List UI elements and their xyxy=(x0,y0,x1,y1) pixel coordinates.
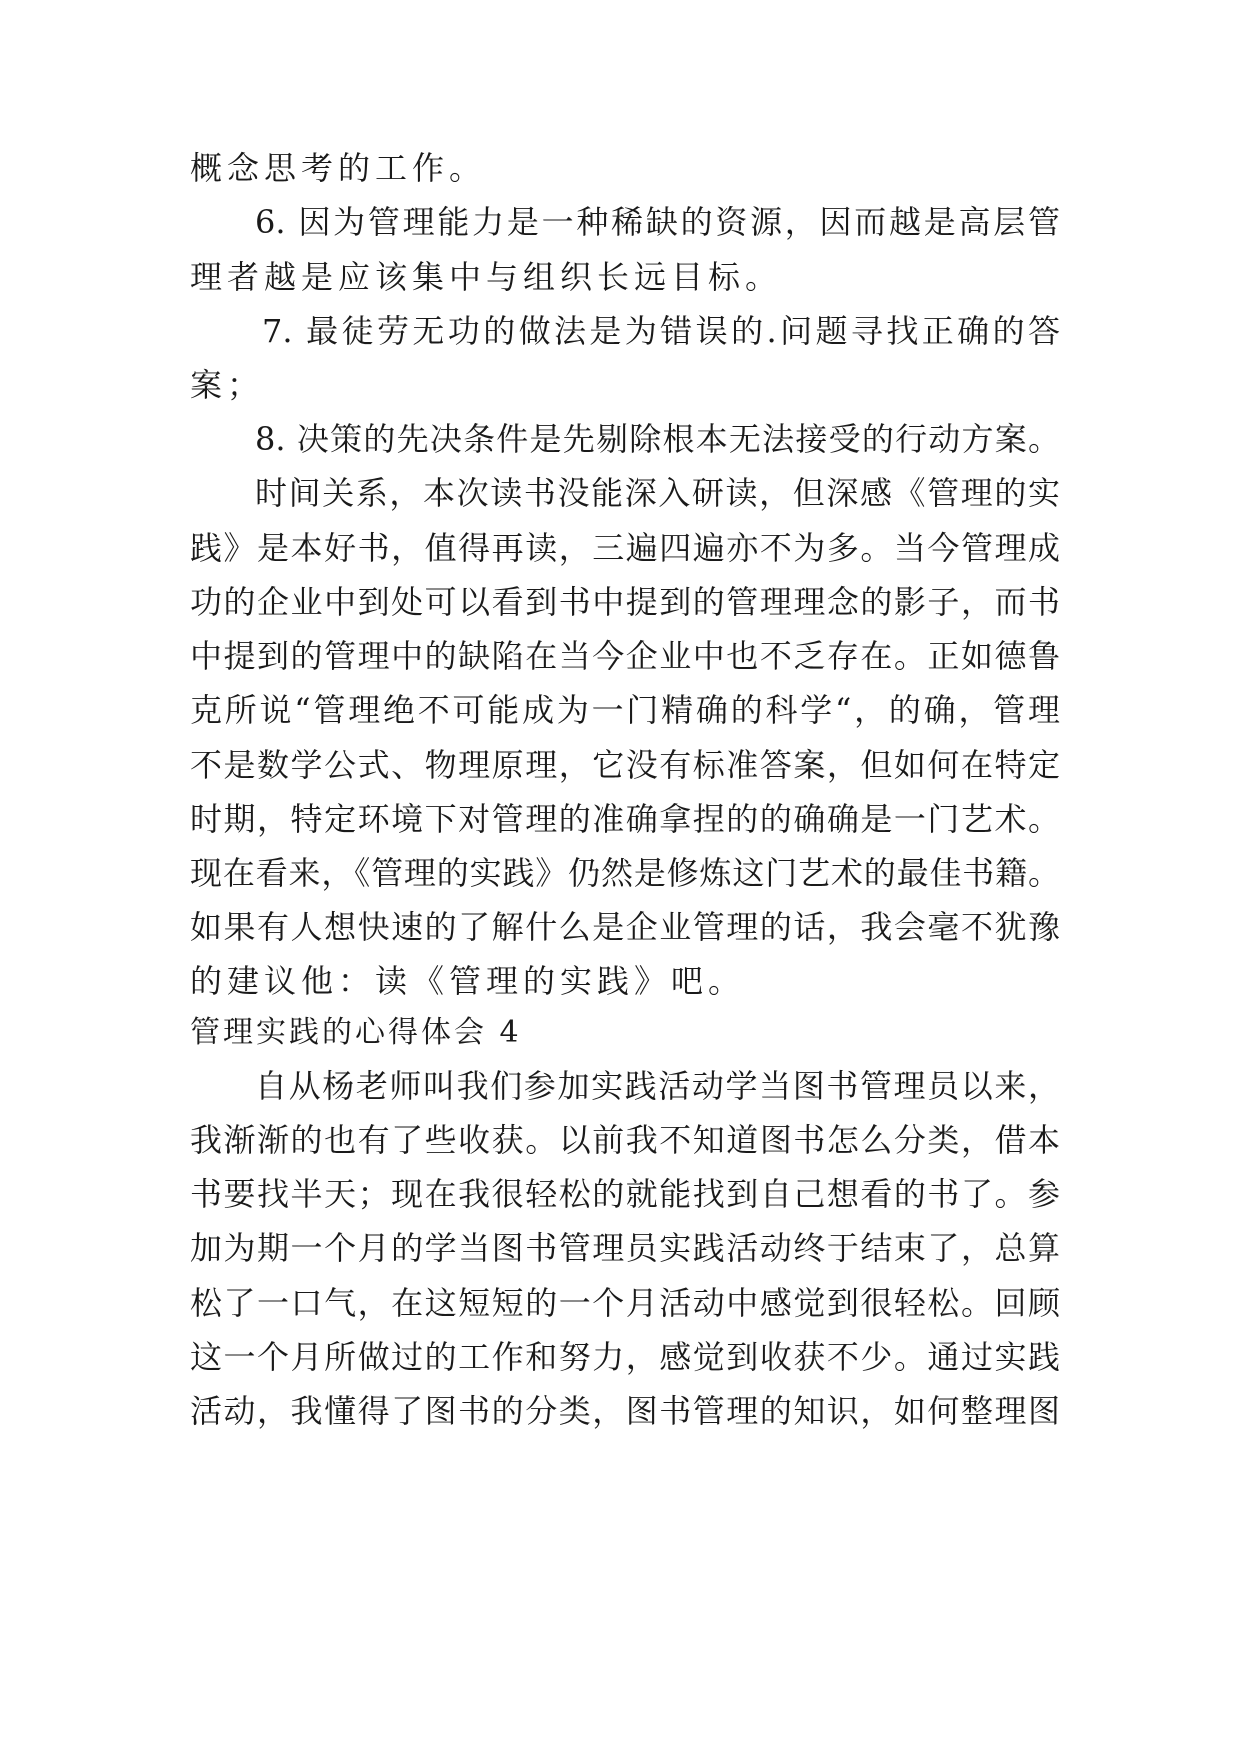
list-item-8: 8. 决策的先决条件是先剔除根本无法接受的行动方案。 xyxy=(255,420,1060,458)
paragraph-line: 加为期一个月的学当图书管理员实践活动终于结束了，总算 xyxy=(190,1229,1060,1267)
paragraph-line: 如果有人想快速的了解什么是企业管理的话，我会毫不犹豫 xyxy=(190,908,1060,946)
paragraph-line: 克所说“管理绝不可能成为一门精确的科学“，的确，管理 xyxy=(190,691,1060,729)
paragraph-line: 活动，我懂得了图书的分类，图书管理的知识，如何整理图 xyxy=(190,1392,1060,1430)
paragraph-line: 时期，特定环境下对管理的准确拿捏的的确确是一门艺术。 xyxy=(190,800,1060,838)
paragraph-line: 时间关系，本次读书没能深入研读，但深感《管理的实 xyxy=(255,474,1060,512)
paragraph-line: 书要找半天；现在我很轻松的就能找到自己想看的书了。参 xyxy=(190,1175,1060,1213)
paragraph-line: 这一个月所做过的工作和努力，感觉到收获不少。通过实践 xyxy=(190,1338,1060,1376)
text-line: 理者越是应该集中与组织长远目标。 xyxy=(190,258,783,296)
list-item-7: 7. 最徒劳无功的做法是为错误的.问题寻找正确的答 xyxy=(262,312,1060,350)
text-line: 概念思考的工作。 xyxy=(190,149,487,187)
paragraph-line: 我渐渐的也有了些收获。以前我不知道图书怎么分类，借本 xyxy=(190,1121,1060,1159)
section-heading: 管理实践的心得体会 4 xyxy=(190,1015,522,1050)
text-line: 案； xyxy=(190,366,265,404)
paragraph-line: 中提到的管理中的缺陷在当今企业中也不乏存在。正如德鲁 xyxy=(190,637,1060,675)
paragraph-line: 功的企业中到处可以看到书中提到的管理理念的影子，而书 xyxy=(190,583,1060,621)
paragraph-line: 自从杨老师叫我们参加实践活动学当图书管理员以来， xyxy=(255,1067,1060,1105)
paragraph-line: 的建议他：读《管理的实践》吧。 xyxy=(190,962,746,1000)
list-item-6: 6. 因为管理能力是一种稀缺的资源，因而越是高层管 xyxy=(255,203,1060,241)
paragraph-line: 不是数学公式、物理原理，它没有标准答案，但如何在特定 xyxy=(190,746,1060,784)
paragraph-line: 松了一口气，在这短短的一个月活动中感觉到很轻松。回顾 xyxy=(190,1284,1060,1322)
paragraph-line: 践》是本好书，值得再读，三遍四遍亦不为多。当今管理成 xyxy=(190,529,1060,567)
paragraph-line: 现在看来，《管理的实践》仍然是修炼这门艺术的最佳书籍。 xyxy=(190,854,1060,892)
